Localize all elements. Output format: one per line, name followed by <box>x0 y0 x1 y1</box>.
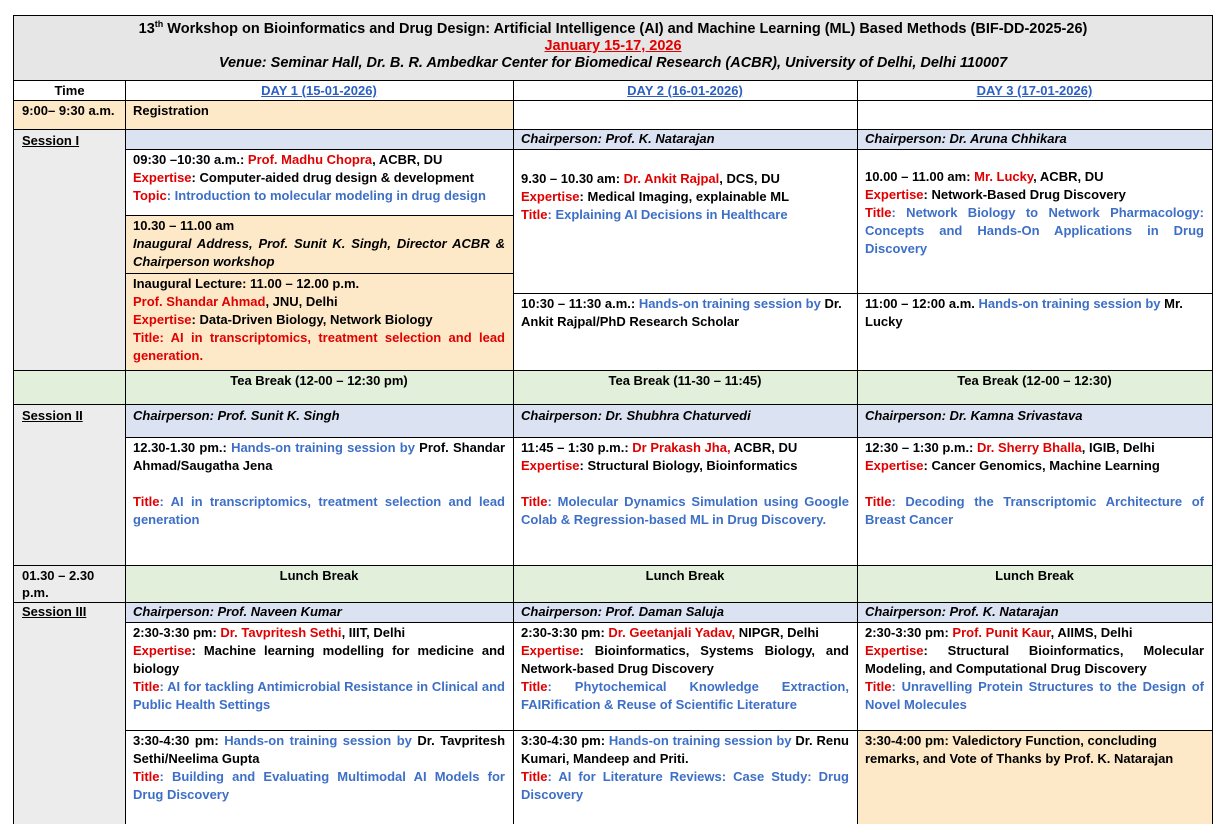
session1-day1-chair-blank <box>125 129 513 149</box>
session3-time-column <box>14 602 125 824</box>
session3-day2-chairperson: Chairperson: Prof. Daman Saluja <box>513 602 857 622</box>
session1-day2-chairperson: Chairperson: Prof. K. Natarajan <box>513 129 857 149</box>
session1-day3-lecture: 10.00 – 11.00 am: Mr. Lucky, ACBR, DU Expertise: Network-Based Drug Discovery Title: Network Biology to Network Pharmacology: Concepts and Hands-On Applications in Drug Discovery <box>865 169 1204 256</box>
session3-day2-lecture: 2:30-3:30 pm: Dr. Geetanjali Yadav, NIPGR, Delhi Expertise: Bioinformatics, Systems Biology, and Network-based Drug Discovery Title: Phytochemical Knowledge Extraction, FAIRification & Reuse of Scientific Literature <box>521 625 849 712</box>
session1-day2-hands-on: 10:30 – 11:30 a.m.: Hands-on training session by Dr. Ankit Rajpal/PhD Research Scholar <box>521 296 842 329</box>
session2-day2-chairperson: Chairperson: Dr. Shubhra Chaturvedi <box>513 404 857 437</box>
session3-label: Session III <box>22 604 87 619</box>
col-header-day3[interactable]: DAY 3 (17-01-2026) <box>976 83 1093 98</box>
session1-label: Session I <box>22 133 80 148</box>
session1-day1-inaugural-lecture: Inaugural Lecture: 11.00 – 12.00 p.m. Prof. Shandar Ahmad, JNU, Delhi Expertise: Data-Driven Biology, Network Biology Title: AI in transcriptomics, treatment selection and lead generation. <box>125 273 513 370</box>
session2-day2-lecture: 11:45 – 1:30 p.m.: Dr Prakash Jha, ACBR, DU Expertise: Structural Biology, Bioinformatics Title: Molecular Dynamics Simulation using Google Colab & Regression-based ML in Drug Discovery. <box>521 440 849 527</box>
col-header-time: Time <box>54 83 85 98</box>
session3-day2-hands-on: 3:30-4:30 pm: Hands-on training session by Dr. Renu Kumari, Mandeep and Priti. Title: AI for Literature Reviews: Case Study: Drug Discovery <box>521 733 849 802</box>
registration-cell: Registration <box>125 100 513 129</box>
tea-break-day3: Tea Break (12-00 – 12:30) <box>857 370 1212 404</box>
session1-day3-hands-on: 11:00 – 12:00 a.m. Hands-on training session by Mr. Lucky <box>865 296 1183 329</box>
workshop-title: 13th Workshop on Bioinformatics and Drug Design: Artificial Intelligence (AI) and Machine Learning (ML) Based Methods (BIF-DD-2025-26) <box>138 19 1088 37</box>
session3-day1-chairperson: Chairperson: Prof. Naveen Kumar <box>125 602 513 622</box>
lunch-break-day3: Lunch Break <box>857 565 1212 602</box>
lunch-break-day1: Lunch Break <box>125 565 513 602</box>
session3-day1-hands-on: 3:30-4:30 pm: Hands-on training session by Dr. Tavpritesh Sethi/Neelima Gupta Title: Building and Evaluating Multimodal AI Models for Drug Discovery <box>133 733 506 802</box>
session2-day1-chairperson: Chairperson: Prof. Sunit K. Singh <box>125 404 513 437</box>
session3-day3-chairperson: Chairperson: Prof. K. Natarajan <box>857 602 1212 622</box>
session1-day1-lecture-1: 09:30 –10:30 a.m.: Prof. Madhu Chopra, ACBR, DU Expertise: Computer-aided drug design & development Topic: Introduction to molecular modeling in drug design <box>133 152 486 203</box>
session2-label: Session II <box>22 408 83 423</box>
workshop-venue: Venue: Seminar Hall, Dr. B. R. Ambedkar Center for Biomedical Research (ACBR), University of Delhi, Delhi 110007 <box>218 54 1008 71</box>
session1-day1-inaugural-address: 10.30 – 11.00 am Inaugural Address, Prof. Sunit K. Singh, Director ACBR & Chairperson workshop <box>125 215 513 273</box>
tea-break-day1: Tea Break (12-00 – 12:30 pm) <box>125 370 513 404</box>
col-header-day2[interactable]: DAY 2 (16-01-2026) <box>627 83 743 98</box>
session2-day3-lecture: 12:30 – 1:30 p.m.: Dr. Sherry Bhalla, IGIB, Delhi Expertise: Cancer Genomics, Machine Learning Title: Decoding the Transcriptomic Architecture of Breast Cancer <box>865 440 1204 527</box>
session1-day3-chairperson: Chairperson: Dr. Aruna Chhikara <box>857 129 1212 149</box>
col-header-day1[interactable]: DAY 1 (15-01-2026) <box>261 83 377 98</box>
session2-day1-hands-on: 12.30-1.30 pm.: Hands-on training session by Prof. Shandar Ahmad/Saugatha Jena Title: AI in transcriptomics, treatment selection and lead generation <box>133 440 506 527</box>
lunch-break-day2: Lunch Break <box>513 565 857 602</box>
session2-time-column <box>14 404 125 565</box>
session1-day2-lecture: 9.30 – 10.30 am: Dr. Ankit Rajpal, DCS, DU Expertise: Medical Imaging, explainable ML Title: Explaining AI Decisions in Healthcare <box>521 171 790 222</box>
workshop-header <box>14 16 1212 80</box>
lunch-time: 01.30 – 2.30 p.m. <box>14 565 125 602</box>
tea-break-time-blank <box>14 370 125 404</box>
session3-day3-valedictory: 3:30-4:00 pm: Valedictory Function, concluding remarks, and Vote of Thanks by Prof. K. Natarajan <box>857 730 1212 824</box>
session3-day1-lecture: 2:30-3:30 pm: Dr. Tavpritesh Sethi, IIIT, Delhi Expertise: Machine learning modelling for medicine and biology Title: AI for tackling Antimicrobial Resistance in Clinical and Public Health Settings <box>133 625 505 712</box>
workshop-dates: January 15-17, 2026 <box>544 37 682 54</box>
tea-break-day2: Tea Break (11-30 – 11:45) <box>513 370 857 404</box>
session3-day3-lecture: 2:30-3:30 pm: Prof. Punit Kaur, AIIMS, Delhi Expertise: Structural Bioinformatics, Molecular Modeling, and Computational Drug Discovery Title: Unravelling Protein Structures to the Design of Novel Molecules <box>865 625 1204 712</box>
session2-day3-chairperson: Chairperson: Dr. Kamna Srivastava <box>857 404 1212 437</box>
session1-time-column <box>14 129 125 370</box>
registration-time: 9:00– 9:30 a.m. <box>14 100 125 129</box>
